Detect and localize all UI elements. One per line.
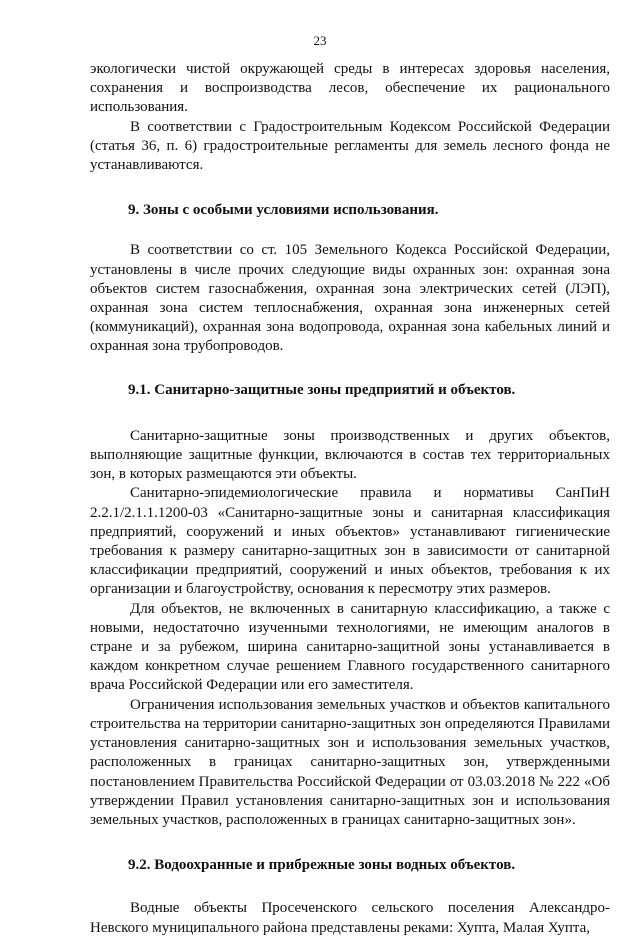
page-body bbox=[90, 60, 610, 938]
spacer bbox=[90, 175, 610, 201]
spacer bbox=[90, 400, 610, 427]
page-number: 23 bbox=[313, 33, 327, 48]
paragraph-sanpin: Санитарно-эпидемиологические правила и нормативы СанПиН 2.2.1/2.1.1.1200-03 «Санитарно-защитные зоны и санитарная классификация предприятий, сооружений и иных объектов» устанавливают гигиенические требования к размеру санитарно-защитных зон в зависимости от санитарной классификации предприятий, сооружений и иных объектов, требования к их организации и благоустройству, основания к пересмотру этих размеров. bbox=[90, 485, 610, 598]
paragraph-land-use-restrictions: Ограничения использования земельных участков и объектов капитального строительства на территории санитарно-защитных зон определяются Правилами установления санитарно-защитных зон и использования земельных участков, расположенных в границах санитарно-защитных зон, утвержденными постановлением Правительства Российской Федерации от 03.03.2018 № 222 «Об утверждении Правил установления санитарно-защитных зон и использования земельных участков, расположенных в границах санитарно-защитных зон». bbox=[90, 696, 610, 828]
heading-section-9: 9. Зоны с особыми условиями использования. bbox=[128, 202, 439, 219]
spacer bbox=[90, 220, 610, 241]
spacer bbox=[90, 357, 610, 381]
paragraph-urban-code: В соответствии с Градостроительным Кодексом Российской Федерации (статья 36, п. 6) градостроительные регламенты для земель лесного фонда не устанавливаются. bbox=[90, 118, 610, 174]
paragraph-protection-zones: В соответствии со ст. 105 Земельного Кодекса Российской Федерации, установлены в числе прочих следующие виды охранных зон: охранная зона объектов систем газоснабжения, охранная зона электрических сетей (ЛЭП), охранная зона систем теплоснабжения, охранная зона инженерных сетей (коммуникаций), охранная зона водопровода, охранная зона кабельных линий и охранная зона трубопроводов. bbox=[90, 242, 610, 355]
paragraph-water-bodies: Водные объекты Просеченского сельского поселения Александро-Невского муниципального района представлены реками: Хупта, Малая Хупта, bbox=[90, 900, 610, 936]
heading-section-9-1: 9.1. Санитарно-защитные зоны предприятий и объектов. bbox=[128, 381, 516, 398]
spacer bbox=[90, 830, 610, 856]
spacer bbox=[90, 875, 610, 899]
paragraph-sanitary-zones: Санитарно-защитные зоны производственных и других объектов, выполняющие защитные функции, включаются в состав тех территориальных зон, в которых размещаются эти объекты. bbox=[90, 427, 610, 483]
heading-section-9-2: 9.2. Водоохранные и прибрежные зоны водных объектов. bbox=[128, 857, 516, 874]
paragraph-forest-purpose: экологически чистой окружающей среды в интересах здоровья населения, сохранения и воспроизводства лесов, обеспечение их рационального использования. bbox=[90, 61, 610, 116]
paragraph-unclassified-objects: Для объектов, не включенных в санитарную классификацию, а также с новыми, недостаточно изученными технологиями, не имеющим аналогов в стране и за рубежом, ширина санитарно-защитной зоны устанавливается в каждом конкретном случае решением Главного государственного санитарного врача Российской Федерации или его заместителя. bbox=[90, 600, 610, 694]
